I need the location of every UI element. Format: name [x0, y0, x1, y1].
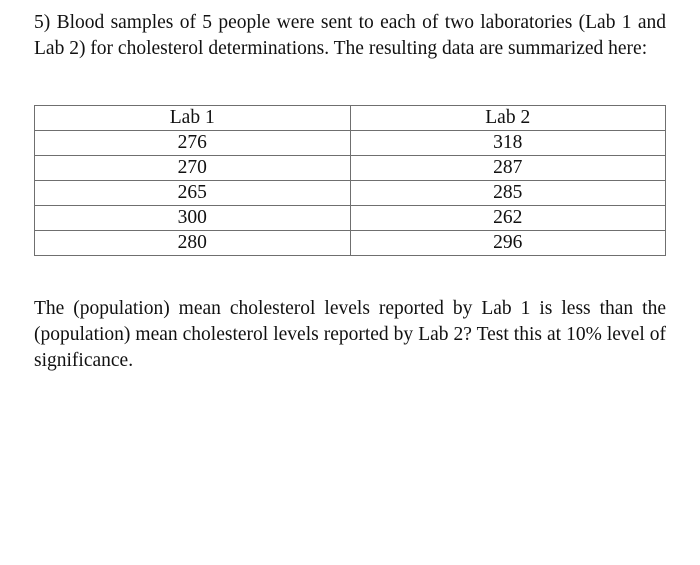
question-text: The (population) mean cholesterol levels reported by Lab 1 is less than the (population) mean cholesterol levels reported by Lab 2? Test this at 10% level of significance.: [34, 298, 666, 371]
cholesterol-data-table: [34, 105, 666, 256]
table-row: [35, 131, 666, 156]
table-cell-lab1: 270: [35, 156, 351, 181]
table-cell-lab2: 287: [350, 156, 666, 181]
table-row: [35, 231, 666, 256]
table-cell-lab1: 280: [35, 231, 351, 256]
problem-statement: 5) Blood samples of 5 people were sent to each of two laboratories (Lab 1 and Lab 2) for cholesterol determinations. The resulting data are summarized here:: [34, 12, 666, 59]
table-cell-lab2: 285: [350, 181, 666, 206]
column-header-lab2: Lab 2: [350, 106, 666, 131]
table-cell-lab1: 276: [35, 131, 351, 156]
table-cell-lab1: 300: [35, 206, 351, 231]
column-header-lab1: Lab 1: [35, 106, 351, 131]
table-cell-lab2: 296: [350, 231, 666, 256]
table-cell-lab2: 318: [350, 131, 666, 156]
table-row: [35, 181, 666, 206]
table-row: [35, 156, 666, 181]
table-cell-lab2: 262: [350, 206, 666, 231]
table-cell-lab1: 265: [35, 181, 351, 206]
table-header-row: [35, 106, 666, 131]
table-row: [35, 206, 666, 231]
